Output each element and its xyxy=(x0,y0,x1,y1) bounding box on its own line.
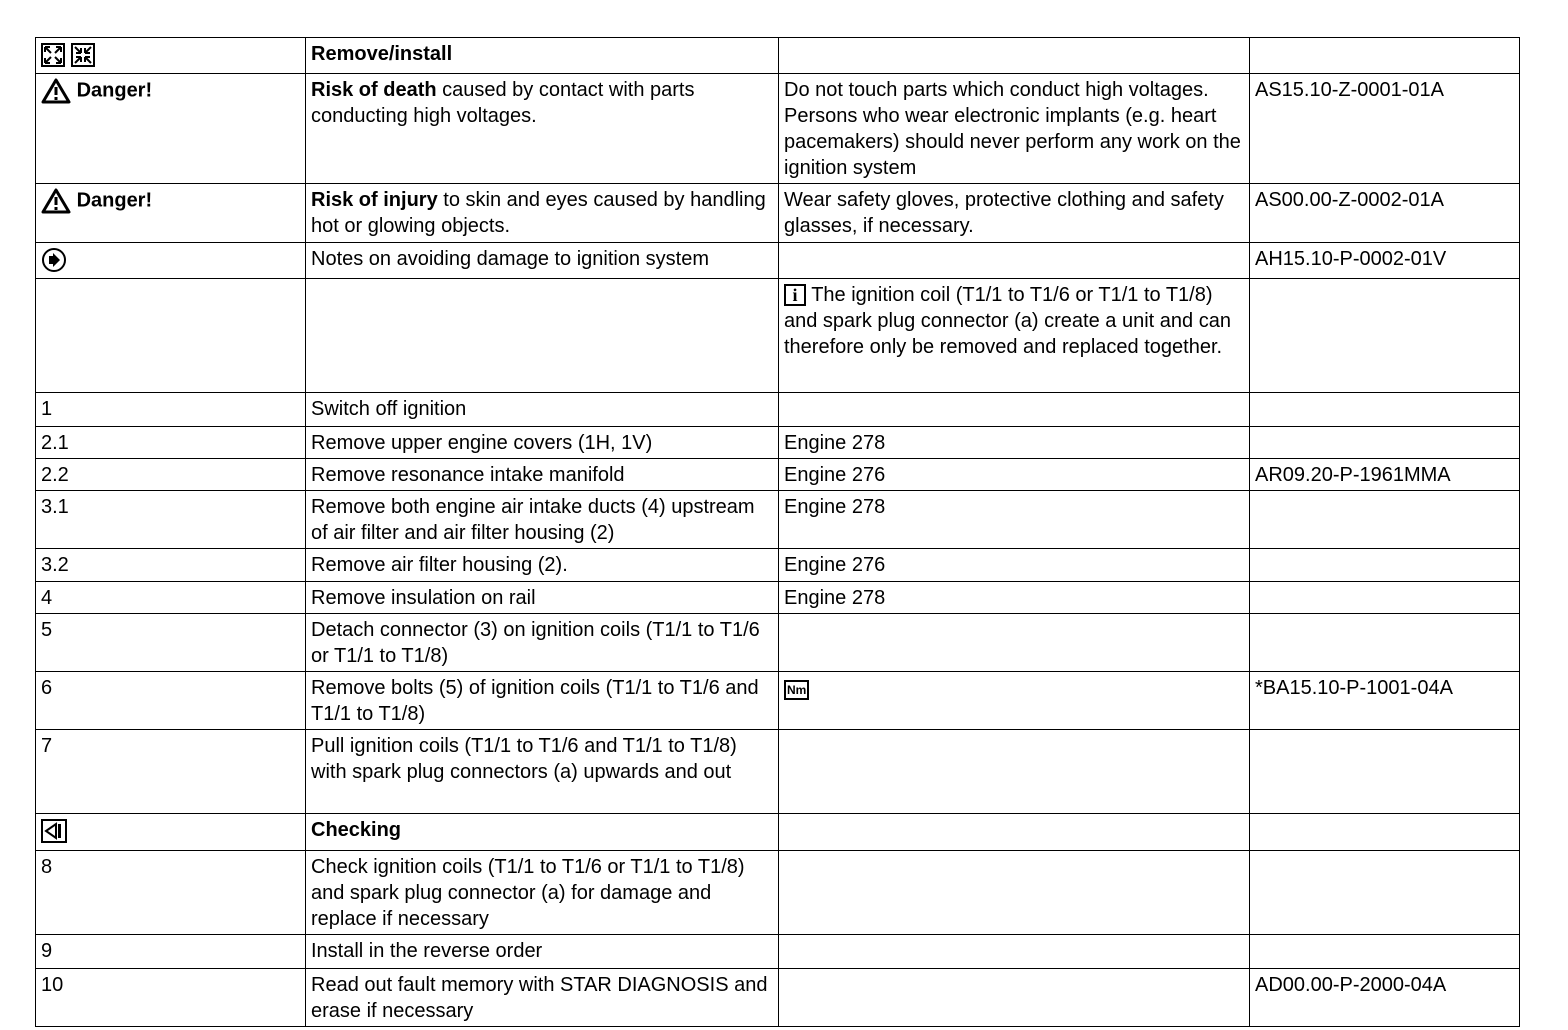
step-detail: Engine 276 xyxy=(779,459,1250,491)
checking-icon xyxy=(41,819,67,843)
checking-title: Checking xyxy=(306,814,779,851)
note-text: Notes on avoiding damage to ignition system xyxy=(306,243,779,279)
step-text: Pull ignition coils (T1/1 to T1/6 and T1/1 to T1/8) with spark plug connectors (a) upwards and out xyxy=(306,730,779,814)
checking-row xyxy=(36,814,1520,851)
note-ref: AH15.10-P-0002-01V xyxy=(1250,243,1520,279)
step-number: 3.1 xyxy=(36,491,306,549)
note-row xyxy=(36,243,1520,279)
step-text: Remove resonance intake manifold xyxy=(306,459,779,491)
step-ref xyxy=(1250,730,1520,814)
step-detail: Engine 278 xyxy=(779,427,1250,459)
remove-icon xyxy=(41,43,65,67)
step-number: 5 xyxy=(36,614,306,672)
step-text: Remove insulation on rail xyxy=(306,582,779,614)
warning-triangle-icon xyxy=(41,188,71,214)
danger-row xyxy=(36,74,1520,184)
table-row xyxy=(36,672,1520,730)
info-row xyxy=(36,279,1520,393)
step-number: 8 xyxy=(36,851,306,935)
step-number: 2.1 xyxy=(36,427,306,459)
risk-action: Wear safety gloves, protective clothing and safety glasses, if necessary. xyxy=(779,184,1250,243)
procedure-table xyxy=(35,37,1520,1027)
install-icon xyxy=(71,43,95,67)
step-detail xyxy=(779,730,1250,814)
step-ref xyxy=(1250,582,1520,614)
table-row xyxy=(36,851,1520,935)
step-text: Check ignition coils (T1/1 to T1/6 or T1/1 to T1/8) and spark plug connector (a) for damage and replace if necessary xyxy=(306,851,779,935)
step-detail xyxy=(779,935,1250,969)
step-number: 1 xyxy=(36,393,306,427)
step-ref xyxy=(1250,491,1520,549)
step-number: 3.2 xyxy=(36,549,306,582)
table-row xyxy=(36,427,1520,459)
warning-triangle-icon xyxy=(41,78,71,104)
step-ref: *BA15.10-P-1001-04A xyxy=(1250,672,1520,730)
risk-ref: AS00.00-Z-0002-01A xyxy=(1250,184,1520,243)
torque-nm-icon: Nm xyxy=(784,680,809,700)
table-row xyxy=(36,459,1520,491)
table-row xyxy=(36,730,1520,814)
step-text: Remove both engine air intake ducts (4) upstream of air filter and air filter housing (2) xyxy=(306,491,779,549)
step-detail: Engine 278 xyxy=(779,491,1250,549)
step-detail: Engine 276 xyxy=(779,549,1250,582)
step-text: Switch off ignition xyxy=(306,393,779,427)
step-number: 10 xyxy=(36,969,306,1027)
risk-title: Risk of death xyxy=(311,79,437,101)
table-row xyxy=(36,614,1520,672)
step-detail xyxy=(779,614,1250,672)
table-row xyxy=(36,491,1520,549)
section-header-row xyxy=(36,38,1520,74)
risk-title: Risk of injury xyxy=(311,189,438,211)
step-text: Remove air filter housing (2). xyxy=(306,549,779,582)
step-text: Read out fault memory with STAR DIAGNOSIS and erase if necessary xyxy=(306,969,779,1027)
step-text: Remove upper engine covers (1H, 1V) xyxy=(306,427,779,459)
step-ref xyxy=(1250,851,1520,935)
risk-text: to skin and eyes caused by handling hot or glowing objects. xyxy=(311,189,766,237)
table-row xyxy=(36,935,1520,969)
step-ref xyxy=(1250,427,1520,459)
info-icon: i xyxy=(784,284,806,306)
danger-row xyxy=(36,184,1520,243)
step-detail: Engine 278 xyxy=(779,582,1250,614)
info-text: The ignition coil (T1/1 to T1/6 or T1/1 to T1/8) and spark plug connector (a) create a unit and can therefore only be removed and replaced together. xyxy=(784,284,1231,358)
risk-action: Do not touch parts which conduct high voltages. Persons who wear electronic implants (e.g. heart pacemakers) should never perform any work on the ignition system xyxy=(779,74,1250,184)
step-number: 9 xyxy=(36,935,306,969)
table-row xyxy=(36,549,1520,582)
step-ref xyxy=(1250,393,1520,427)
step-number: 6 xyxy=(36,672,306,730)
section-title: Remove/install xyxy=(306,38,779,74)
danger-label: Danger! xyxy=(76,189,153,212)
step-ref xyxy=(1250,935,1520,969)
table-row xyxy=(36,969,1520,1027)
step-ref: AR09.20-P-1961MMA xyxy=(1250,459,1520,491)
step-number: 2.2 xyxy=(36,459,306,491)
step-text: Remove bolts (5) of ignition coils (T1/1 to T1/6 and T1/1 to T1/8) xyxy=(306,672,779,730)
step-number: 4 xyxy=(36,582,306,614)
danger-label: Danger! xyxy=(76,79,153,102)
step-text: Install in the reverse order xyxy=(306,935,779,969)
step-ref xyxy=(1250,614,1520,672)
step-ref: AD00.00-P-2000-04A xyxy=(1250,969,1520,1027)
risk-text: caused by contact with parts conducting high voltages. xyxy=(311,79,695,127)
risk-ref: AS15.10-Z-0001-01A xyxy=(1250,74,1520,184)
step-text: Detach connector (3) on ignition coils (T1/1 to T1/6 or T1/1 to T1/8) xyxy=(306,614,779,672)
damage-note-icon xyxy=(41,247,67,273)
remove-install-icons xyxy=(36,38,306,74)
step-ref xyxy=(1250,549,1520,582)
step-detail xyxy=(779,969,1250,1027)
table-row xyxy=(36,393,1520,427)
table-row xyxy=(36,582,1520,614)
step-detail xyxy=(779,393,1250,427)
step-detail xyxy=(779,851,1250,935)
step-number: 7 xyxy=(36,730,306,814)
